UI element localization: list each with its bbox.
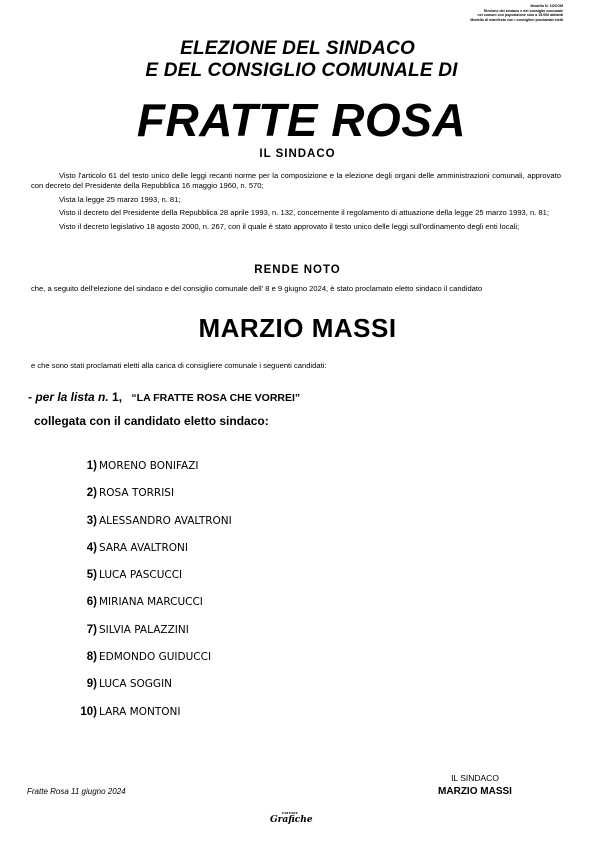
candidate-number: 2) [86,487,97,500]
list-number: 1, [112,390,123,404]
printer-logo [270,811,313,825]
place-and-date: Fratte Rosa 11 giugno 2024 [27,787,126,796]
candidate-name: MORENO BONIFAZI [99,460,199,472]
candidate-name: ROSA TORRISI [99,487,175,500]
recital-paragraph: Vista la legge 25 marzo 1993, n. 81; [59,194,181,204]
recital-paragraph: Visto il decreto legislativo 18 agosto 2000, n. 267, con il quale è stato approvato il testo unico delle leggi sull'ordinamento degli enti locali; [59,221,520,231]
candidate-name: LUCA PASCUCCI [99,569,183,582]
model-note-line: Elezione del sindaco e del consiglio comunale [483,8,563,13]
legal-recitals [31,171,561,235]
title-line-1: ELEZIONE DEL SINDACO [180,38,415,59]
title-line-2: E DEL CONSIGLIO COMUNALE DI [145,60,458,81]
mayor-signature-block [410,773,540,797]
candidate-name: MIRIANA MARCUCCI [99,596,203,609]
candidate-number: 3) [86,514,97,527]
list-item [70,542,370,569]
candidate-name: LARA MONTONI [99,705,181,718]
list-prefix: - per la lista n. [28,390,109,404]
recital-paragraph: Visto l'articolo 61 del testo unico delle leggi recanti norme per la composizione e la elezione degli organi delle amministrazioni comunali, approvato con decreto del Presidente della Repubblica 16 maggio 1960, n. 570; [31,171,561,190]
list-item [70,460,370,487]
proclamation-text: che, a seguito dell'elezione del sindaco e del consiglio comunale dell' 8 e 9 giugno 2024, è stato proclamato eletto sindaco il candidato [31,284,483,293]
list-line [28,390,300,404]
candidate-number: 9) [86,678,97,691]
candidate-number: 6) [86,596,97,609]
list-item [70,706,370,733]
candidate-name: LUCA SOGGIN [99,678,173,691]
list-name: “LA FRATTE ROSA CHE VORREI” [131,392,301,404]
candidate-number: 1) [86,460,97,472]
candidate-number: 8) [86,651,97,664]
linked-candidate-text: collegata con il candidato eletto sindaco: [34,414,269,428]
list-item [70,651,370,678]
sindaco-heading: IL SINDACO [259,148,336,160]
list-item [70,678,370,705]
candidate-name: ALESSANDRO AVALTRONI [99,514,232,527]
rende-noto-heading: RENDE NOTO [254,264,341,276]
model-reference-note [423,4,563,22]
signature-role: IL SINDACO [451,773,499,783]
printer-logo-main-text: Grafiche [270,815,313,825]
list-item [70,487,370,514]
municipality-name: FRATTE ROSA [136,94,467,146]
list-item [70,569,370,596]
candidate-number: 5) [86,569,97,582]
elected-mayor-name: MARZIO MASSI [198,313,397,343]
model-note-line: nei comuni con popolazione sino a 15.000 abitanti [477,13,563,18]
signature-name: MARZIO MASSI [438,786,512,797]
recital-paragraph: Visto il decreto del Presidente della Repubblica 28 aprile 1993, n. 132, concernente il regolamento di attuazione della legge 25 marzo 1993, n. 81; [59,208,549,217]
councillors-intro-text: e che sono stati proclamati eletti alla carica di consigliere comunale i seguenti candidati: [31,361,327,370]
model-note-line: Modello N. 10/COM [530,4,563,8]
list-item [70,624,370,651]
election-title [0,38,595,82]
candidate-name: SARA AVALTRONI [99,541,188,554]
candidate-name: EDMONDO GUIDUCCI [99,651,212,664]
candidate-number: 4) [86,541,97,554]
candidate-name: SILVIA PALAZZINI [99,623,189,636]
candidate-number: 7) [86,623,97,636]
list-item [70,515,370,542]
candidate-number: 10) [80,705,97,718]
model-note-line: Modello di manifesto con i consiglieri proclamati eletti [470,17,563,22]
elected-councillors-list [70,460,370,733]
list-item [70,596,370,623]
printer-logo-small-text: EDITORE [282,811,298,815]
